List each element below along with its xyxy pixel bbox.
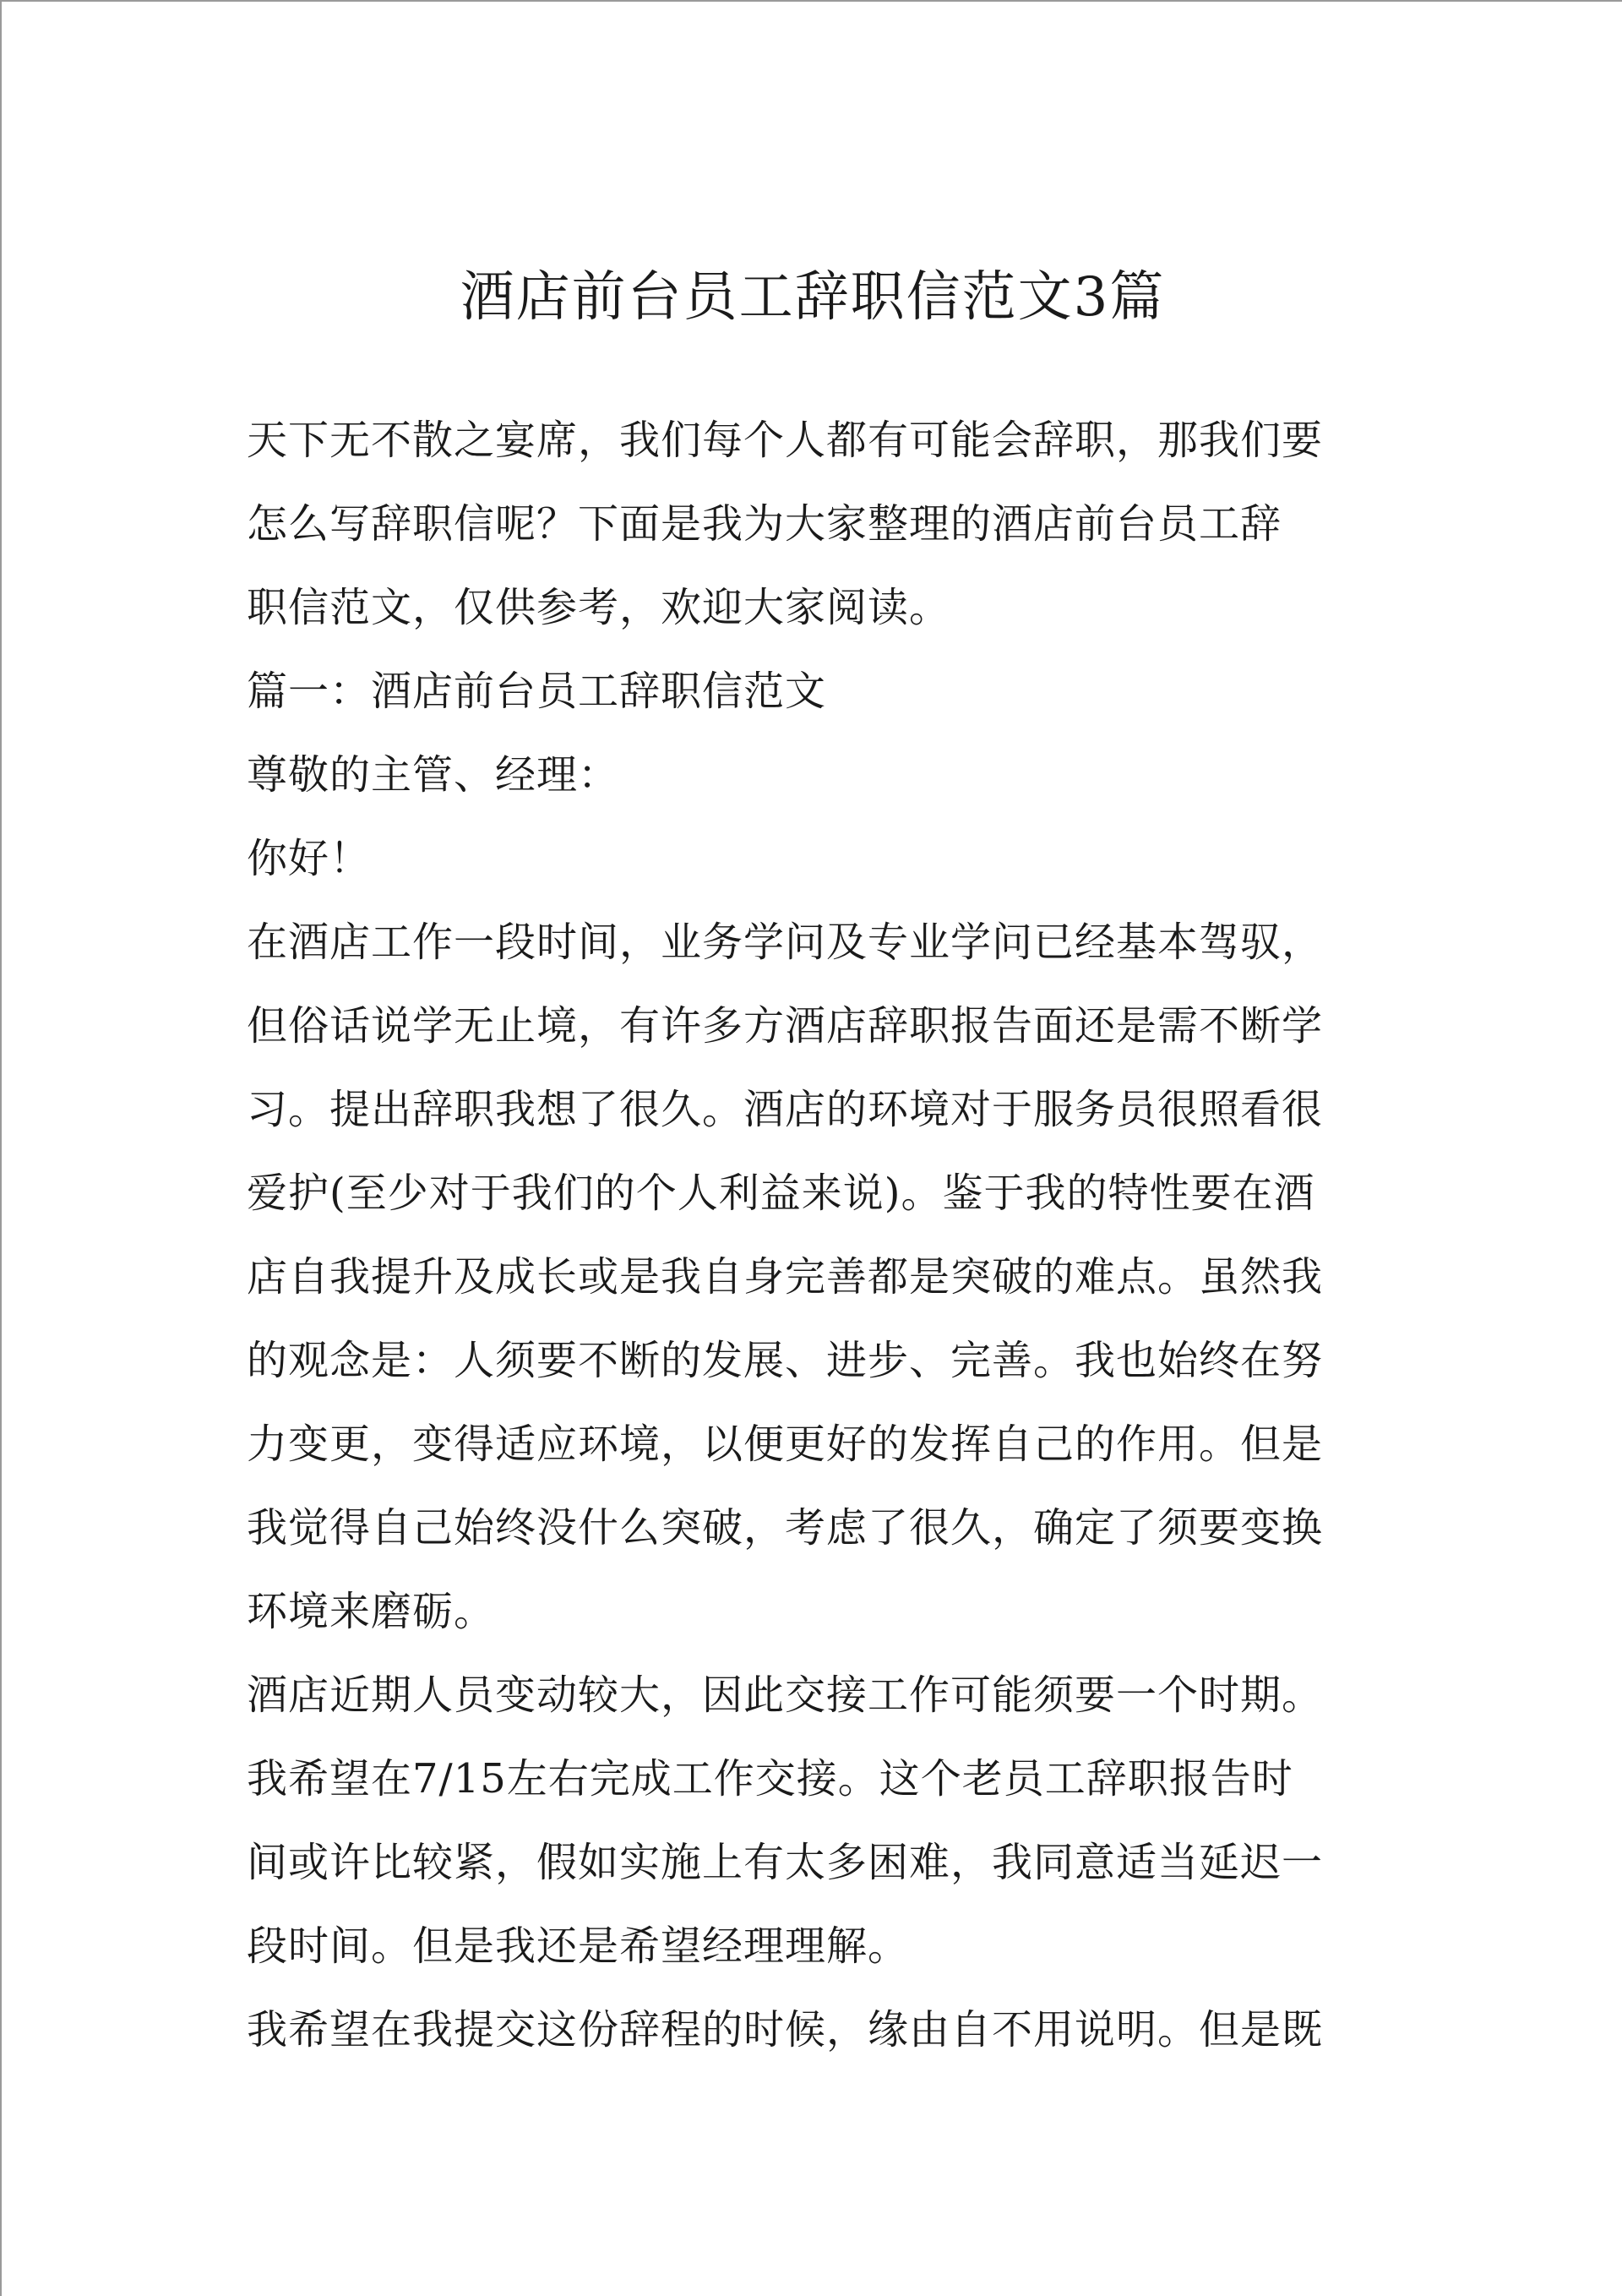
paragraph-line: 怎么写辞职信呢？下面是我为大家整理的酒店前台员工辞 [247,500,1282,548]
paragraph-line: 我希望在7/15左右完成工作交接。这个老员工辞职报告时 [247,1755,1293,1802]
paragraph-line: 在酒店工作一段时间，业务学问及专业学问已经基本驾驭， [247,919,1324,966]
paragraph-line: 的观念是：人须要不断的发展、进步、完善。我也始终在努 [247,1337,1324,1384]
section-heading: 篇一：酒店前台员工辞职信范文 [247,668,827,715]
greeting: 你好！ [247,835,372,882]
paragraph-line: 习。提出辞职我想了很久。酒店的环境对于服务员很照看很 [247,1086,1324,1133]
paragraph-line: 我觉得自己始终没什么突破，考虑了很久，确定了须要变换 [247,1504,1324,1552]
paragraph-line: 但俗话说学无止境，有许多方酒店辞职报告面还是需不断学 [247,1002,1324,1050]
paragraph-line: 力变更，变得适应环境，以便更好的发挥自己的作用。但是 [247,1421,1324,1468]
paragraph-line: 酒店近期人员变动较大，因此交接工作可能须要一个时期。 [247,1672,1324,1719]
paragraph-line: 职信范文，仅供参考，欢迎大家阅读。 [247,584,951,631]
paragraph-line: 环境来磨砺。 [247,1588,496,1635]
paragraph-line: 店自我提升及成长或是我自身完善都是突破的难点。虽然我 [247,1253,1324,1301]
document-title: 酒店前台员工辞职信范文3篇 [460,266,1166,329]
salutation: 尊敬的主管、经理： [247,751,620,799]
document-body [247,247,1379,2072]
paragraph-line: 天下无不散之宴席，我们每个人都有可能会辞职，那我们要 [247,417,1324,464]
paragraph-line: 爱护(至少对于我们的个人利益来说)。鉴于我的特性要在酒 [247,1170,1315,1217]
paragraph-line: 间或许比较紧，假如实施上有太多困难，我同意适当延迟一 [247,1839,1324,1886]
paragraph-line: 段时间。但是我还是希望经理理解。 [247,1922,910,1970]
paragraph-line: 我希望在我提交这份辞程的时候，缘由自不用说明。但是既 [247,2006,1324,2053]
